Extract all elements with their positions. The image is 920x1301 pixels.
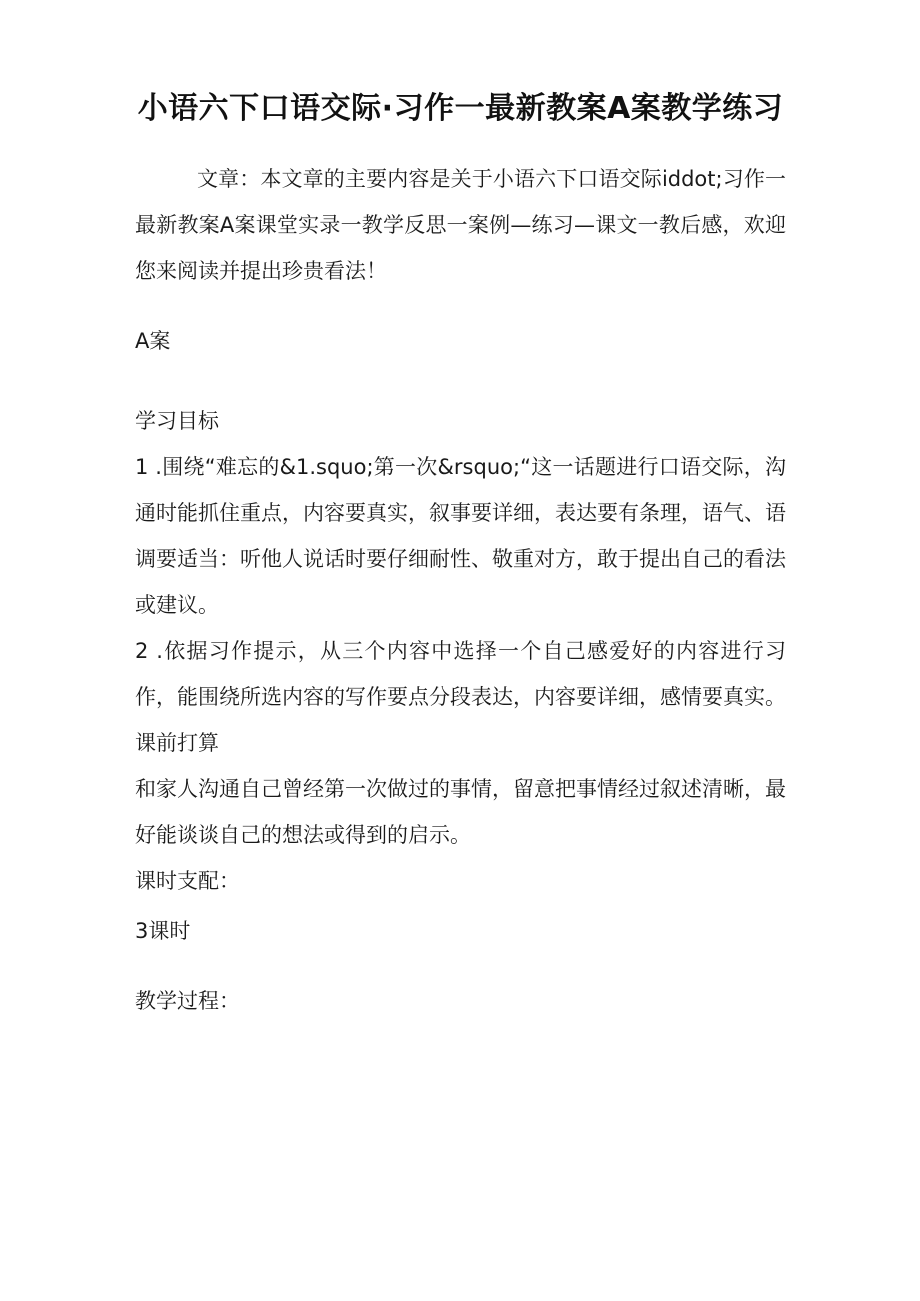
periods-value: 3课时 xyxy=(135,919,191,943)
spacer xyxy=(135,294,786,318)
spacer xyxy=(135,364,786,398)
section-heading-process: 教学过程： xyxy=(135,989,240,1013)
section-heading-preparation: 课前打算 xyxy=(135,731,219,755)
preparation-paragraph: 和家人沟通自己曾经第一次做过的事情，留意把事情经过叙述清晰，最好能谈谈自己的想法或得到的启示。 xyxy=(135,777,786,847)
section-heading-periods: 课时支配： xyxy=(135,869,240,893)
page-title: 小语六下口语交际·习作一最新教案A案教学练习 xyxy=(137,91,784,126)
objective-item-1: 1 .围绕“难忘的&1.squo;第一次&rsquo;“这一话题进行口语交际，沟通时能抓住重点，内容要真实，叙事要详细，表达要有条理，语气、语调要适当：听他人说话时要仔细耐性、敬重对方，敢于提出自己的看法或建议。 xyxy=(135,455,786,617)
section-heading-objectives: 学习目标 xyxy=(135,409,219,433)
plan-label: A案 xyxy=(135,329,171,353)
objective-item-2: 2 .依据习作提示，从三个内容中选择一个自己感爱好的内容进行习作，能围绕所选内容的写作要点分段表达，内容要详细，感情要真实。 xyxy=(135,639,786,709)
spacer xyxy=(135,954,786,978)
intro-paragraph: 文章：本文章的主要内容是关于小语六下口语交际iddot;习作一最新教案A案课堂实录一教学反思一案例—练习—课文一教后感，欢迎您来阅读并提出珍贵看法！ xyxy=(135,167,786,283)
